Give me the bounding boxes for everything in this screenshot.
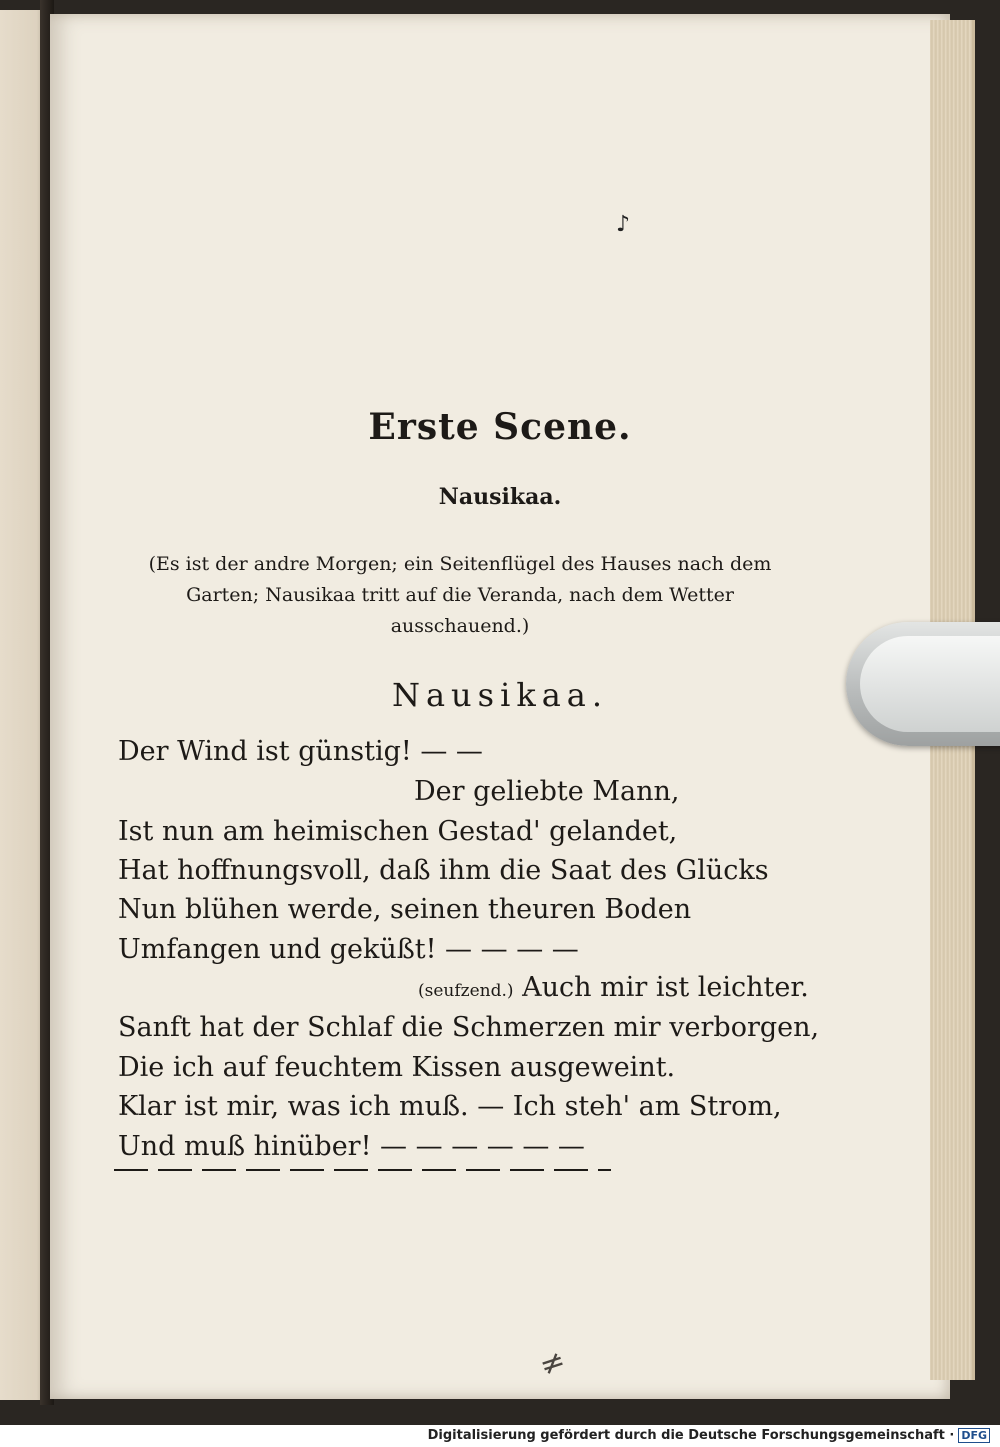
verse-line: Und muß hinüber! — — — — — — xyxy=(118,1131,585,1162)
speaker-heading-small: Nausikaa. xyxy=(438,484,562,510)
stage-direction: (Es ist der andre Morgen; ein Seitenflügel des Hauses nach dem Garten; Nausikaa tritt auf die Veranda, nach dem Wetter ausschauend.) xyxy=(148,553,772,637)
verse-line: Der geliebte Mann, xyxy=(414,776,680,807)
dfg-logo: DFG xyxy=(958,1428,990,1443)
footer-text: Digitalisierung gefördert durch die Deutsche Forschungsgemeinschaft · xyxy=(427,1428,955,1443)
verse-line: Ist nun am heimischen Gestad' gelandet, xyxy=(118,816,678,847)
verse-line: Nun blühen werde, seinen theuren Boden xyxy=(118,894,692,925)
pencil-scribble: ≠ xyxy=(535,1342,570,1385)
verse-line: Der Wind ist günstig! — — xyxy=(118,736,483,767)
verse-line xyxy=(418,972,809,1003)
dash-rule xyxy=(114,1169,611,1171)
scene-title: Erste Scene. xyxy=(368,406,632,448)
pen-mark: ♪ xyxy=(616,212,631,237)
verse-line: Hat hoffnungsvoll, daß ihm die Saat des Glücks xyxy=(118,855,769,886)
verse-line: Klar ist mir, was ich muß. — Ich steh' am Strom, xyxy=(118,1091,782,1122)
footer-credit xyxy=(0,1425,1000,1447)
verse-line: Die ich auf feuchtem Kissen ausgeweint. xyxy=(118,1052,676,1083)
speaker-heading: Nausikaa. xyxy=(391,676,609,714)
verse-line: Umfangen und geküßt! — — — — xyxy=(118,934,579,965)
stage-note: (seufzend.) xyxy=(418,981,514,1001)
book-page xyxy=(50,14,950,1399)
verse-text: Auch mir ist leichter. xyxy=(513,972,809,1003)
verse-line: Sanft hat der Schlaf die Schmerzen mir verborgen, xyxy=(118,1012,820,1043)
page-clip xyxy=(846,622,1000,746)
